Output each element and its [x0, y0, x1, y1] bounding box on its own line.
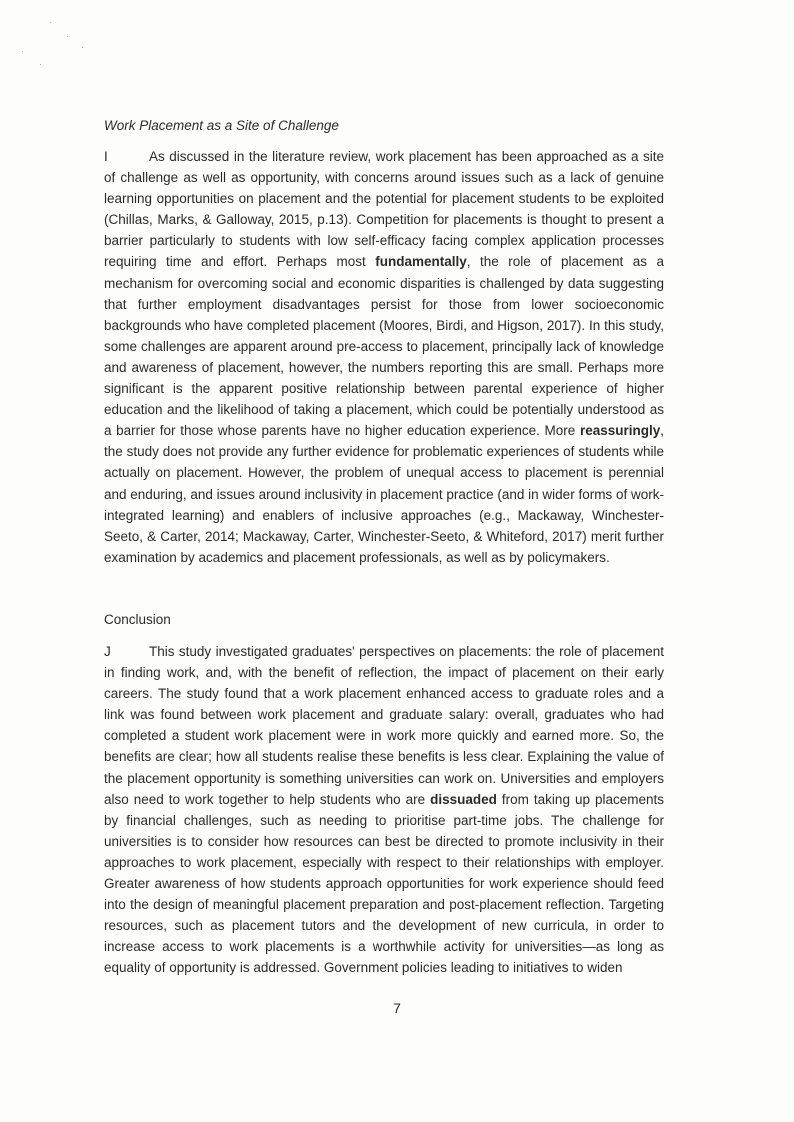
paragraph-text: , the role of placement as a mechanism for overcoming social and economic disparities is challenged by data suggesting that further employment disadvantages persist for those from lower socioeconomic backgrounds who have completed placement (Moores, Birdi, and Higson, 2017). In this study, some challenges are apparent around pre-access to placement, principally lack of knowledge and awareness of placement, however, the numbers reporting this are small. Perhaps more significant is the apparent positive relationship between parental experience of higher education and the likelihood of taking a placement, which could be potentially understood as a barrier for those whose parents have no higher education experience. More — [104, 254, 665, 439]
scan-speck — [67, 36, 68, 37]
scan-speck — [50, 22, 51, 23]
emphasis-text: reassuringly — [579, 423, 661, 439]
emphasis-text: dissuaded — [430, 791, 497, 807]
paragraph-text: , the study does not provide any further evidence for problematic experiences of students while actually on placement. However, the problem of unequal access to placement is perennial and enduring, and issues around inclusivity in placement practice (and in wider forms of work-integrated learning) and enablers of inclusive approaches (e.g., Mackaway, Winchester-Seeto, & Carter, 2014; Mackaway, Carter, Winchester-Seeto, & Whiteford, 2017) merit further examination by academics and placement professionals, as well as by policymakers. — [104, 423, 664, 565]
section-heading: Work Placement as a Site of Challenge — [104, 118, 339, 133]
paragraph-text: As discussed in the literature review, work placement has been approached as a site of challenge as well as opportunity, with concerns around issues such as a lack of genuine learning opportunities on placement and the potential for placement students to be exploited (Chillas, Marks, & Galloway, 2015, p.13). Competition for placements is thought to present a barrier particularly to students with low self-efficacy facing complex application processes requiring time and effort. Perhaps most — [104, 149, 664, 270]
emphasis-text: fundamentally — [375, 254, 467, 270]
paragraph-marker: J — [104, 644, 111, 659]
scan-speck — [22, 51, 23, 52]
section-heading: Conclusion — [104, 612, 171, 627]
body-paragraph — [104, 641, 664, 979]
scan-speck — [82, 47, 83, 48]
page-number: 7 — [393, 1000, 401, 1016]
paragraph-text: from taking up placements by financial challenges, such as needing to prioritise part-time jobs. The challenge for universities is to consider how resources can best be directed to promote inclusivity in their approaches to work placement, especially with respect to their relationships with employer. Greater awareness of how students approach opportunities for work experience should feed into the design of meaningful placement preparation and post-placement reflection. Targeting resources, such as placement tutors and the development of new curricula, in order to increase access to work placements is a worthwhile activity for universities—as long as equality of opportunity is addressed. Government policies leading to initiatives to widen — [104, 791, 664, 976]
paragraph-text: This study investigated graduates' perspectives on placements: the role of placement in finding work, and, with the benefit of reflection, the impact of placement on their early careers. The study found that a work placement enhanced access to graduate roles and a link was found between work placement and graduate salary: overall, graduates who had completed a student work placement were in work more quickly and earned more. So, the benefits are clear; how all students realise these benefits is less clear. Explaining the value of the placement opportunity is something universities can work on. Universities and employers also need to work together to help students who are — [104, 644, 664, 807]
scan-speck — [40, 64, 41, 65]
body-paragraph — [104, 146, 664, 568]
paragraph-marker: I — [104, 149, 108, 164]
